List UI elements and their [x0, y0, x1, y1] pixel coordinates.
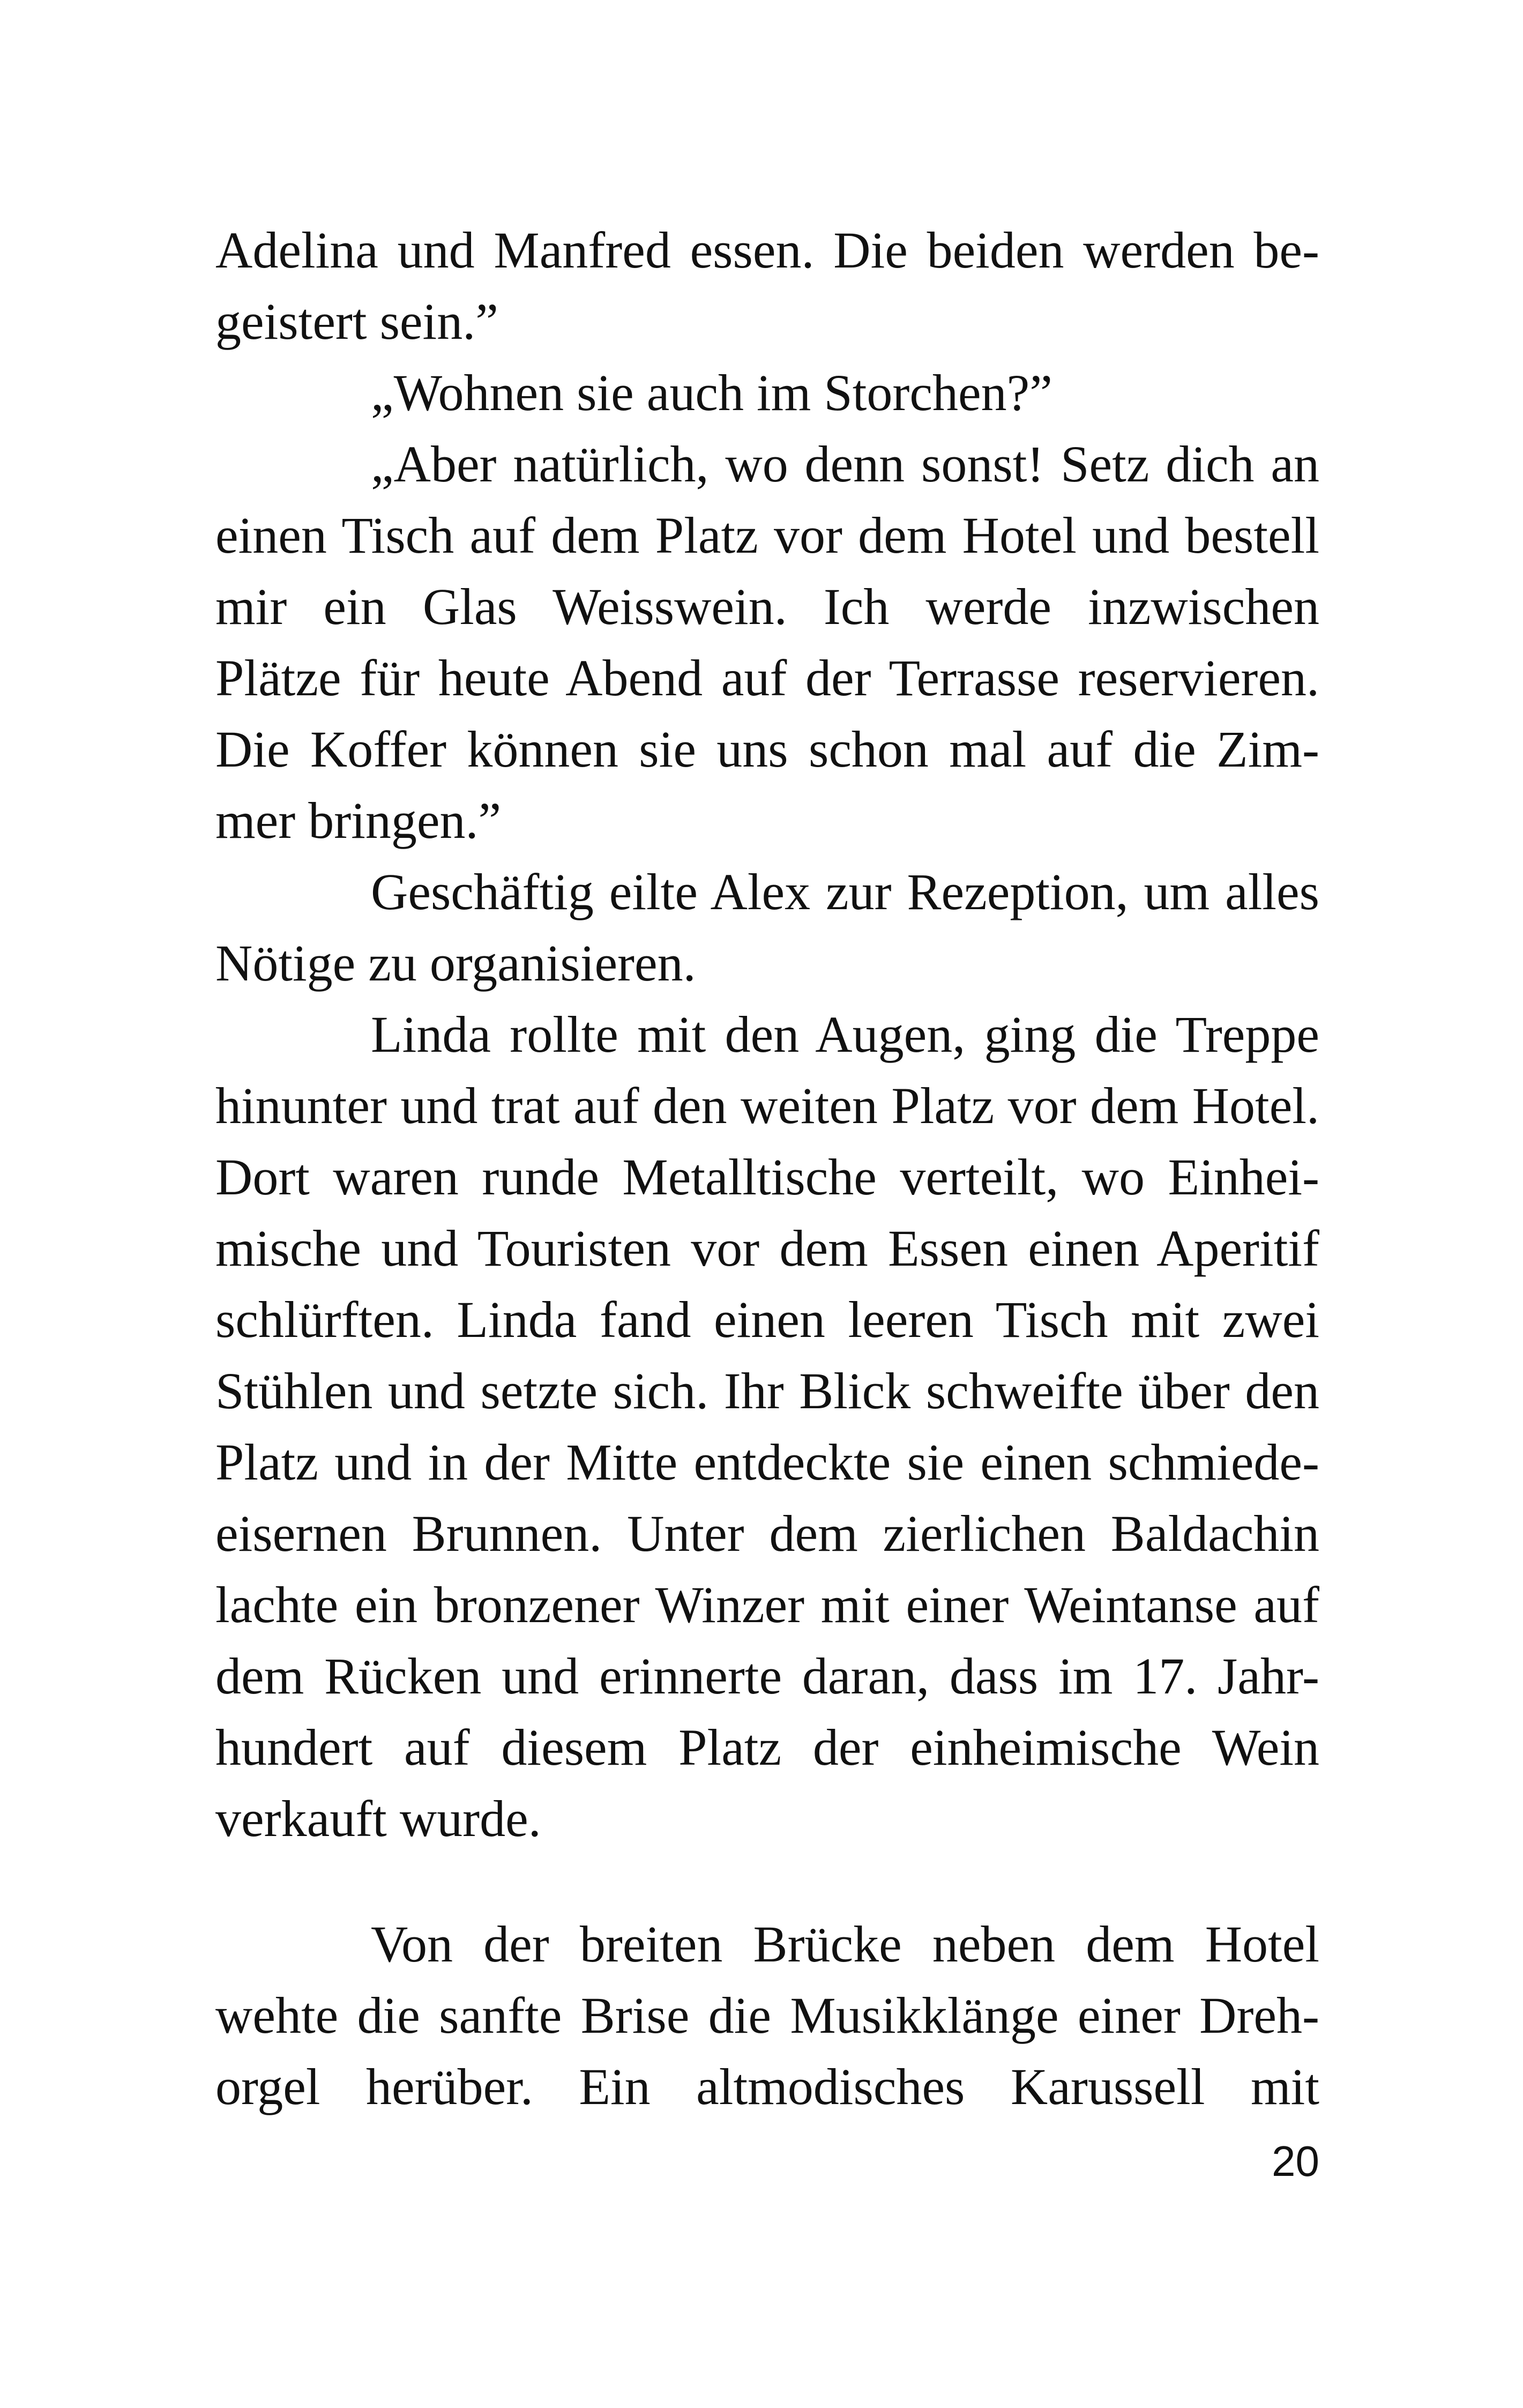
paragraph — [215, 856, 1319, 999]
text-line: lachte ein bronzener Winzer mit einer Weintanse auf — [215, 1576, 1319, 1633]
text-line: geistert sein.” — [215, 293, 498, 350]
text-line: eisernen Brunnen. Unter dem zierlichen Baldachin — [215, 1505, 1319, 1562]
text-line: mische und Touristen vor dem Essen einen Aperitif — [215, 1220, 1319, 1277]
text-line: hinunter und trat auf den weiten Platz vor dem Hotel. — [215, 1077, 1319, 1134]
text-line: schlürften. Linda fand einen leeren Tisch mit zwei — [215, 1291, 1319, 1348]
text-line: „Wohnen sie auch im Storchen?” — [371, 364, 1052, 421]
text-line: „Aber natürlich, wo denn sonst! Setz dich an — [371, 435, 1319, 493]
text-line: Platz und in der Mitte entdeckte sie einen schmiede- — [215, 1433, 1319, 1491]
text-line: Plätze für heute Abend auf der Terrasse reservieren. — [215, 649, 1319, 707]
text-line: Nötige zu organisieren. — [215, 934, 696, 992]
text-line: Von der breiten Brücke neben dem Hotel — [371, 1915, 1319, 1973]
paragraph — [215, 999, 1319, 1854]
text-line: orgel herüber. Ein altmodisches Karussell mit — [215, 2058, 1319, 2115]
page-number: 20 — [1272, 2137, 1319, 2185]
paragraph — [215, 1908, 1319, 2122]
text-block-main — [215, 214, 1319, 1854]
text-line: Geschäftig eilte Alex zur Rezeption, um alles — [371, 863, 1319, 920]
text-line: einen Tisch auf dem Platz vor dem Hotel und bestell — [215, 507, 1319, 564]
text-line: Die Koffer können sie uns schon mal auf die Zim- — [215, 720, 1319, 778]
text-line: hundert auf diesem Platz der einheimische Wein — [215, 1719, 1319, 1776]
text-line: mer bringen.” — [215, 792, 502, 849]
text-line: wehte die sanfte Brise die Musikklänge einer Dreh- — [215, 1987, 1319, 2044]
text-line: Linda rollte mit den Augen, ging die Treppe — [371, 1006, 1319, 1063]
text-line: dem Rücken und erinnerte daran, dass im 17. Jahr- — [215, 1647, 1319, 1705]
text-line: mir ein Glas Weisswein. Ich werde inzwischen — [215, 578, 1319, 635]
text-line: Adelina und Manfred essen. Die beiden werden be- — [215, 221, 1319, 279]
paragraph — [215, 357, 1319, 428]
text-line: verkauft wurde. — [215, 1790, 541, 1847]
paragraph — [215, 428, 1319, 856]
text-block-second-section — [215, 1908, 1319, 2122]
paragraph — [215, 214, 1319, 357]
text-line: Stühlen und setzte sich. Ihr Blick schweifte über den — [215, 1362, 1319, 1419]
text-line: Dort waren runde Metalltische verteilt, wo Einhei- — [215, 1148, 1319, 1206]
